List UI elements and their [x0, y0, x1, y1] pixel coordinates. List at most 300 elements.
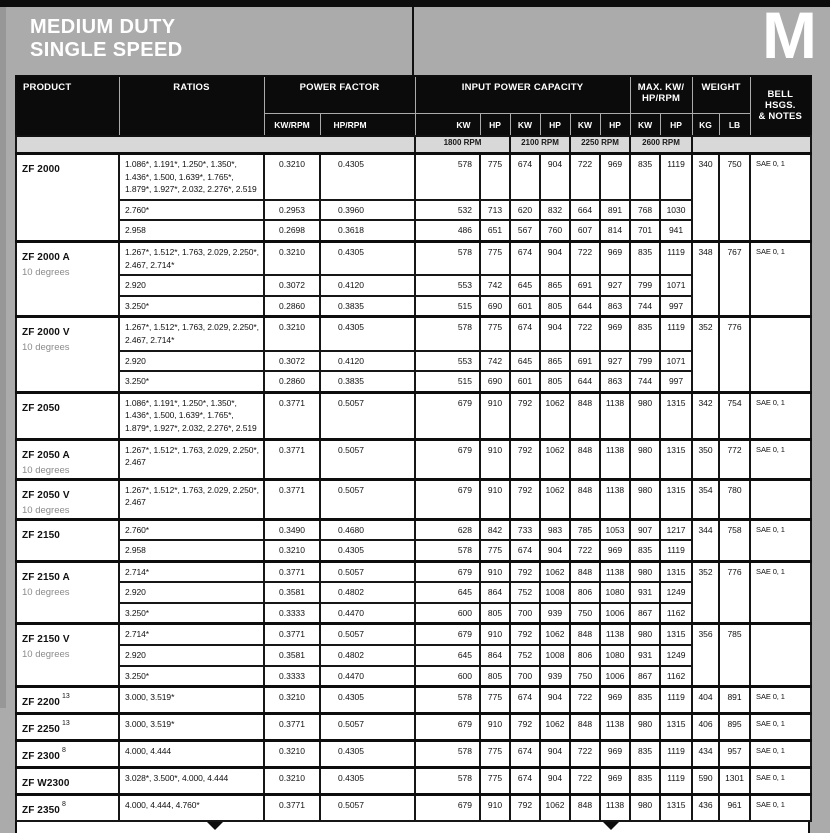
notes-cell — [750, 624, 811, 687]
power-value-cell: 792 — [510, 795, 540, 822]
table-row — [16, 714, 811, 741]
product-cell — [16, 741, 119, 768]
kw-per-rpm-cell: 0.3771 — [264, 392, 320, 439]
power-value-cell: 969 — [600, 154, 630, 200]
notes-cell: SAE 0, 1 — [750, 687, 811, 714]
product-subtitle: 10 degrees — [22, 649, 70, 661]
hp-per-rpm-cell: 0.4470 — [320, 603, 415, 624]
product-cell — [16, 317, 119, 392]
power-value-cell: 997 — [660, 371, 692, 392]
power-value-cell: 1315 — [660, 479, 692, 519]
power-value-cell: 722 — [570, 687, 600, 714]
ratios-cell: 1.267*, 1.512*, 1.763, 2.029, 2.250*, 2.467 — [119, 439, 264, 479]
power-value-cell: 567 — [510, 220, 540, 241]
weight-lb-cell: 891 — [719, 687, 750, 714]
power-value-cell: 1138 — [600, 795, 630, 822]
table-row — [16, 241, 811, 275]
kw-per-rpm-cell: 0.3581 — [264, 645, 320, 666]
power-value-cell: 691 — [570, 351, 600, 372]
power-value-cell: 578 — [415, 241, 480, 275]
power-value-cell: 733 — [510, 519, 540, 540]
power-value-cell: 1315 — [660, 714, 692, 741]
weight-lb-cell: 772 — [719, 439, 750, 479]
power-value-cell: 1315 — [660, 795, 692, 822]
power-value-cell: 722 — [570, 241, 600, 275]
kw-per-rpm-cell: 0.3210 — [264, 154, 320, 200]
power-value-cell: 1008 — [540, 645, 570, 666]
hp-per-rpm-cell: 0.3618 — [320, 220, 415, 241]
kw-per-rpm-cell: 0.3210 — [264, 317, 320, 351]
weight-kg-cell: 348 — [692, 241, 719, 316]
power-value-cell: 848 — [570, 439, 600, 479]
col-header-hp-2100: HP — [540, 114, 570, 137]
power-value-cell: 674 — [510, 741, 540, 768]
weight-lb-cell: 754 — [719, 392, 750, 439]
weight-kg-cell: 352 — [692, 561, 719, 624]
power-value-cell: 792 — [510, 561, 540, 582]
power-value-cell: 969 — [600, 317, 630, 351]
kw-per-rpm-cell: 0.2860 — [264, 296, 320, 317]
product-superscript: 8 — [61, 800, 66, 808]
page-title-line2: SINGLE SPEED — [30, 39, 183, 61]
product-cell — [16, 687, 119, 714]
power-value-cell: 867 — [630, 666, 660, 687]
product-cell — [16, 714, 119, 741]
power-value-cell: 792 — [510, 479, 540, 519]
power-value-cell: 863 — [600, 371, 630, 392]
power-value-cell: 645 — [415, 582, 480, 603]
ratios-cell: 2.958 — [119, 220, 264, 241]
power-value-cell: 1162 — [660, 666, 692, 687]
power-value-cell: 835 — [630, 241, 660, 275]
rpm-band-row — [16, 136, 811, 154]
power-value-cell: 1138 — [600, 561, 630, 582]
power-value-cell: 910 — [480, 561, 510, 582]
ratios-cell: 2.920 — [119, 351, 264, 372]
product-name: ZF 2150 — [22, 529, 60, 541]
power-value-cell: 651 — [480, 220, 510, 241]
notes-cell: SAE 0, 1 — [750, 561, 811, 624]
weight-kg-cell: 590 — [692, 768, 719, 795]
product-subtitle: 10 degrees — [22, 266, 70, 278]
power-value-cell: 910 — [480, 479, 510, 519]
table-row — [16, 275, 811, 296]
power-value-cell: 980 — [630, 561, 660, 582]
rpm-band-2600: 2600 RPM — [630, 136, 692, 154]
power-value-cell: 645 — [510, 275, 540, 296]
power-value-cell: 1030 — [660, 200, 692, 221]
power-value-cell: 1006 — [600, 666, 630, 687]
header-row-groups — [16, 76, 811, 114]
hp-per-rpm-cell: 0.4305 — [320, 768, 415, 795]
hp-per-rpm-cell: 0.3835 — [320, 296, 415, 317]
power-value-cell: 1315 — [660, 624, 692, 645]
power-value-cell: 578 — [415, 540, 480, 561]
product-name: ZF 2000 A — [22, 251, 70, 263]
power-value-cell: 983 — [540, 519, 570, 540]
table-row — [16, 154, 811, 200]
product-subtitle: 10 degrees — [22, 464, 70, 476]
power-value-cell: 910 — [480, 439, 510, 479]
hp-per-rpm-cell: 0.4305 — [320, 241, 415, 275]
weight-kg-cell: 350 — [692, 439, 719, 479]
kw-per-rpm-cell: 0.3771 — [264, 439, 320, 479]
product-name: ZF 2150 A — [22, 571, 70, 583]
ratios-cell: 3.028*, 3.500*, 4.000, 4.444 — [119, 768, 264, 795]
power-value-cell: 750 — [570, 666, 600, 687]
product-name: ZF 2150 V — [22, 634, 70, 646]
power-value-cell: 1315 — [660, 439, 692, 479]
power-value-cell: 1315 — [660, 392, 692, 439]
product-subtitle: 10 degrees — [22, 586, 70, 598]
ratios-cell: 1.267*, 1.512*, 1.763, 2.029, 2.250*, 2.467, 2.714* — [119, 241, 264, 275]
power-value-cell: 792 — [510, 392, 540, 439]
power-value-cell: 1249 — [660, 582, 692, 603]
table-row — [16, 666, 811, 687]
product-cell — [16, 519, 119, 561]
power-value-cell: 1315 — [660, 561, 692, 582]
table-row — [16, 624, 811, 645]
kw-per-rpm-cell: 0.3771 — [264, 479, 320, 519]
power-value-cell: 785 — [570, 519, 600, 540]
power-value-cell: 799 — [630, 275, 660, 296]
ratios-cell: 4.000, 4.444, 4.760* — [119, 795, 264, 822]
notes-cell: SAE 0, 1 — [750, 154, 811, 242]
power-value-cell: 701 — [630, 220, 660, 241]
power-value-cell: 835 — [630, 741, 660, 768]
table-row — [16, 519, 811, 540]
col-header-weight: WEIGHT — [692, 76, 750, 114]
col-header-hp-max: HP — [660, 114, 692, 137]
power-value-cell: 674 — [510, 317, 540, 351]
power-value-cell: 904 — [540, 154, 570, 200]
table-row — [16, 371, 811, 392]
ratios-cell: 1.267*, 1.512*, 1.763, 2.029, 2.250*, 2.467, 2.714* — [119, 317, 264, 351]
power-value-cell: 863 — [600, 296, 630, 317]
power-value-cell: 674 — [510, 154, 540, 200]
power-value-cell: 848 — [570, 561, 600, 582]
power-value-cell: 775 — [480, 768, 510, 795]
power-value-cell: 939 — [540, 666, 570, 687]
power-value-cell: 645 — [415, 645, 480, 666]
header-column-divider — [412, 7, 414, 75]
power-value-cell: 750 — [570, 603, 600, 624]
power-value-cell: 806 — [570, 582, 600, 603]
power-value-cell: 578 — [415, 687, 480, 714]
power-value-cell: 980 — [630, 439, 660, 479]
hp-per-rpm-cell: 0.4802 — [320, 645, 415, 666]
kw-per-rpm-cell: 0.2698 — [264, 220, 320, 241]
hp-per-rpm-cell: 0.4120 — [320, 351, 415, 372]
power-value-cell: 1119 — [660, 768, 692, 795]
product-cell — [16, 439, 119, 479]
kw-per-rpm-cell: 0.3333 — [264, 666, 320, 687]
table-row — [16, 296, 811, 317]
hp-per-rpm-cell: 0.4305 — [320, 317, 415, 351]
power-value-cell: 904 — [540, 768, 570, 795]
power-value-cell: 907 — [630, 519, 660, 540]
power-value-cell: 644 — [570, 371, 600, 392]
power-value-cell: 832 — [540, 200, 570, 221]
kw-per-rpm-cell: 0.2860 — [264, 371, 320, 392]
kw-per-rpm-cell: 0.3210 — [264, 241, 320, 275]
power-value-cell: 601 — [510, 371, 540, 392]
power-value-cell: 775 — [480, 241, 510, 275]
power-value-cell: 578 — [415, 768, 480, 795]
power-value-cell: 848 — [570, 624, 600, 645]
product-name: ZF 2050 — [22, 402, 60, 414]
power-value-cell: 1138 — [600, 439, 630, 479]
hp-per-rpm-cell: 0.4305 — [320, 741, 415, 768]
power-value-cell: 969 — [600, 768, 630, 795]
power-value-cell: 679 — [415, 624, 480, 645]
product-cell — [16, 154, 119, 242]
notes-cell — [750, 317, 811, 392]
kw-per-rpm-cell: 0.3072 — [264, 351, 320, 372]
col-header-lb: LB — [719, 114, 750, 137]
table-row — [16, 392, 811, 439]
power-value-cell: 742 — [480, 351, 510, 372]
kw-per-rpm-cell: 0.3771 — [264, 561, 320, 582]
power-value-cell: 904 — [540, 241, 570, 275]
power-value-cell: 607 — [570, 220, 600, 241]
power-value-cell: 1080 — [600, 582, 630, 603]
ratios-cell: 2.714* — [119, 561, 264, 582]
power-value-cell: 805 — [540, 371, 570, 392]
kw-per-rpm-cell: 0.3072 — [264, 275, 320, 296]
weight-lb-cell: 785 — [719, 624, 750, 687]
col-header-kw-2250: KW — [570, 114, 600, 137]
power-value-cell: 679 — [415, 714, 480, 741]
weight-kg-cell: 434 — [692, 741, 719, 768]
power-value-cell: 927 — [600, 351, 630, 372]
power-value-cell: 842 — [480, 519, 510, 540]
col-header-bell-hsgs-notes: BELL HSGS. & NOTES — [750, 76, 811, 136]
power-value-cell: 835 — [630, 768, 660, 795]
hp-per-rpm-cell: 0.5057 — [320, 439, 415, 479]
power-value-cell: 792 — [510, 624, 540, 645]
power-value-cell: 864 — [480, 645, 510, 666]
col-header-kw-rpm: KW/RPM — [264, 114, 320, 137]
power-value-cell: 865 — [540, 351, 570, 372]
weight-kg-cell: 404 — [692, 687, 719, 714]
ratios-cell: 3.250* — [119, 296, 264, 317]
rpm-band-2100: 2100 RPM — [510, 136, 570, 154]
top-edge-bar — [0, 0, 830, 7]
power-value-cell: 1071 — [660, 275, 692, 296]
col-header-kw-1800: KW — [415, 114, 480, 137]
product-subtitle: 10 degrees — [22, 504, 70, 516]
power-value-cell: 1119 — [660, 540, 692, 561]
power-value-cell: 1053 — [600, 519, 630, 540]
power-value-cell: 1138 — [600, 392, 630, 439]
col-header-hp-2250: HP — [600, 114, 630, 137]
power-value-cell: 752 — [510, 645, 540, 666]
power-value-cell: 486 — [415, 220, 480, 241]
power-value-cell: 904 — [540, 317, 570, 351]
rpm-band-2250: 2250 RPM — [570, 136, 630, 154]
kw-per-rpm-cell: 0.2953 — [264, 200, 320, 221]
power-value-cell: 1008 — [540, 582, 570, 603]
power-value-cell: 722 — [570, 154, 600, 200]
power-value-cell: 553 — [415, 275, 480, 296]
product-superscript: 13 — [61, 719, 70, 727]
continued-strip — [15, 822, 810, 833]
product-cell — [16, 479, 119, 519]
power-value-cell: 941 — [660, 220, 692, 241]
table-row — [16, 741, 811, 768]
hp-per-rpm-cell: 0.3960 — [320, 200, 415, 221]
power-value-cell: 775 — [480, 687, 510, 714]
product-name: ZF 2300 — [22, 751, 60, 763]
power-value-cell: 792 — [510, 714, 540, 741]
power-value-cell: 713 — [480, 200, 510, 221]
power-value-cell: 910 — [480, 392, 510, 439]
product-cell — [16, 795, 119, 822]
weight-lb-cell: 767 — [719, 241, 750, 316]
power-value-cell: 1138 — [600, 479, 630, 519]
product-cell — [16, 392, 119, 439]
power-value-cell: 1119 — [660, 687, 692, 714]
page-title — [30, 16, 183, 62]
power-value-cell: 700 — [510, 603, 540, 624]
power-value-cell: 799 — [630, 351, 660, 372]
weight-kg-cell: 354 — [692, 479, 719, 519]
power-value-cell: 1080 — [600, 645, 630, 666]
table-row — [16, 687, 811, 714]
power-value-cell: 910 — [480, 624, 510, 645]
notes-cell: SAE 0, 1 — [750, 741, 811, 768]
product-name: ZF 2050 A — [22, 449, 70, 461]
product-name: ZF 2000 — [22, 164, 60, 175]
power-value-cell: 620 — [510, 200, 540, 221]
hp-per-rpm-cell: 0.5057 — [320, 624, 415, 645]
power-value-cell: 1062 — [540, 561, 570, 582]
col-header-max-kw-hp-rpm: MAX. KW/ HP/RPM — [630, 76, 692, 114]
notes-cell: SAE 0, 1 — [750, 241, 811, 316]
power-value-cell: 1138 — [600, 714, 630, 741]
power-value-cell: 1071 — [660, 351, 692, 372]
weight-lb-cell: 750 — [719, 154, 750, 242]
power-value-cell: 1062 — [540, 624, 570, 645]
hp-per-rpm-cell: 0.5057 — [320, 795, 415, 822]
ratios-cell: 3.250* — [119, 371, 264, 392]
hp-per-rpm-cell: 0.5057 — [320, 479, 415, 519]
power-value-cell: 679 — [415, 439, 480, 479]
power-value-cell: 690 — [480, 371, 510, 392]
weight-kg-cell: 340 — [692, 154, 719, 242]
power-value-cell: 835 — [630, 540, 660, 561]
product-name: ZF 2000 V — [22, 327, 70, 339]
section-letter: M — [762, 0, 816, 72]
notes-cell — [750, 479, 811, 519]
power-value-cell: 891 — [600, 200, 630, 221]
power-value-cell: 814 — [600, 220, 630, 241]
power-value-cell: 848 — [570, 795, 600, 822]
ratios-cell: 3.250* — [119, 603, 264, 624]
power-value-cell: 768 — [630, 200, 660, 221]
power-value-cell: 805 — [480, 666, 510, 687]
power-value-cell: 601 — [510, 296, 540, 317]
continued-down-arrow-icon — [207, 822, 223, 830]
col-header-hp-1800: HP — [480, 114, 510, 137]
power-value-cell: 931 — [630, 645, 660, 666]
product-subtitle: 10 degrees — [22, 342, 70, 354]
ratios-cell: 2.714* — [119, 624, 264, 645]
power-value-cell: 628 — [415, 519, 480, 540]
power-value-cell: 515 — [415, 371, 480, 392]
power-value-cell: 848 — [570, 714, 600, 741]
power-value-cell: 1119 — [660, 241, 692, 275]
power-value-cell: 927 — [600, 275, 630, 296]
weight-kg-cell: 344 — [692, 519, 719, 561]
power-value-cell: 980 — [630, 392, 660, 439]
left-edge-strip — [0, 7, 6, 708]
kw-per-rpm-cell: 0.3210 — [264, 768, 320, 795]
rpm-band-spacer-right — [692, 136, 811, 154]
power-value-cell: 1062 — [540, 714, 570, 741]
power-value-cell: 752 — [510, 582, 540, 603]
power-value-cell: 1062 — [540, 392, 570, 439]
power-value-cell: 939 — [540, 603, 570, 624]
spec-table — [15, 75, 812, 822]
spec-table-wrapper — [15, 75, 810, 833]
power-value-cell: 1006 — [600, 603, 630, 624]
power-value-cell: 865 — [540, 275, 570, 296]
ratios-cell: 4.000, 4.444 — [119, 741, 264, 768]
notes-cell: SAE 0, 1 — [750, 439, 811, 479]
power-value-cell: 1162 — [660, 603, 692, 624]
power-value-cell: 835 — [630, 317, 660, 351]
product-name: ZF 2200 — [22, 697, 60, 709]
col-header-kg: KG — [692, 114, 719, 137]
power-value-cell: 775 — [480, 741, 510, 768]
power-value-cell: 1249 — [660, 645, 692, 666]
power-value-cell: 722 — [570, 741, 600, 768]
product-name: ZF W2300 — [22, 778, 70, 790]
power-value-cell: 515 — [415, 296, 480, 317]
weight-lb-cell: 961 — [719, 795, 750, 822]
weight-kg-cell: 406 — [692, 714, 719, 741]
power-value-cell: 980 — [630, 714, 660, 741]
product-superscript: 13 — [61, 692, 70, 700]
power-value-cell: 980 — [630, 795, 660, 822]
power-value-cell: 679 — [415, 479, 480, 519]
power-value-cell: 722 — [570, 768, 600, 795]
page-title-line1: MEDIUM DUTY — [30, 16, 176, 38]
table-row — [16, 645, 811, 666]
power-value-cell: 775 — [480, 317, 510, 351]
power-value-cell: 980 — [630, 624, 660, 645]
product-name: ZF 2250 — [22, 724, 60, 736]
power-value-cell: 722 — [570, 540, 600, 561]
weight-kg-cell: 342 — [692, 392, 719, 439]
power-value-cell: 674 — [510, 768, 540, 795]
power-value-cell: 744 — [630, 296, 660, 317]
power-value-cell: 760 — [540, 220, 570, 241]
ratios-cell: 2.760* — [119, 519, 264, 540]
notes-cell: SAE 0, 1 — [750, 768, 811, 795]
weight-lb-cell: 776 — [719, 317, 750, 392]
power-value-cell: 1119 — [660, 154, 692, 200]
hp-per-rpm-cell: 0.5057 — [320, 714, 415, 741]
table-row — [16, 220, 811, 241]
kw-per-rpm-cell: 0.3771 — [264, 795, 320, 822]
power-value-cell: 578 — [415, 741, 480, 768]
ratios-cell: 3.250* — [119, 666, 264, 687]
power-value-cell: 997 — [660, 296, 692, 317]
kw-per-rpm-cell: 0.3581 — [264, 582, 320, 603]
